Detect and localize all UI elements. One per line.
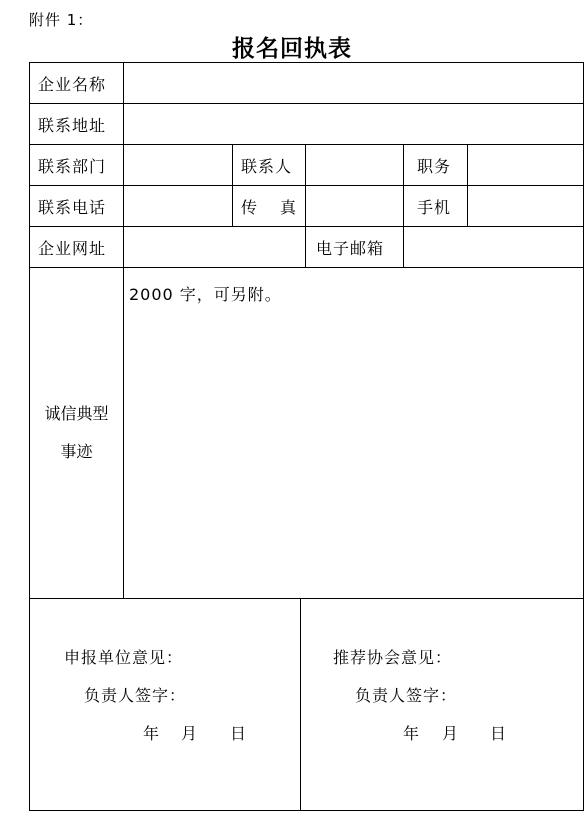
applicant-signer-label: 负责人签字： [84,686,187,705]
contact-department-label: 联系部门 [38,157,107,176]
association-year-label: 年 [403,724,421,743]
grid-line [29,144,584,145]
association-opinion-label: 推荐协会意见： [333,648,453,667]
grid-line [467,144,468,227]
grid-line [403,144,404,268]
grid-line [123,62,124,599]
form-title: 报名回执表 [232,35,352,62]
grid-line [29,267,584,268]
association-month-label: 月 [442,724,460,743]
integrity-hint: 2000 字，可另附。 [129,285,282,304]
integrity-label-line2: 事迹 [60,442,93,461]
email-label: 电子邮箱 [316,239,385,258]
fax-label-char2: 真 [280,198,298,217]
contact-address-label: 联系地址 [38,116,107,135]
position-label: 职务 [417,157,452,176]
website-label: 企业网址 [38,239,107,258]
association-day-label: 日 [490,724,508,743]
mobile-label: 手机 [417,198,452,217]
attachment-label: 附件 1： [29,11,94,29]
integrity-label [30,395,123,471]
grid-line [29,226,584,227]
grid-line [29,810,584,811]
grid-line [29,103,584,104]
association-signer-label: 负责人签字： [355,686,458,705]
grid-line [305,144,306,268]
grid-line [29,185,584,186]
grid-line [29,62,584,63]
contact-person-label: 联系人 [241,157,293,176]
fax-label-char1: 传 [241,198,259,217]
applicant-year-label: 年 [143,724,161,743]
grid-line [29,598,584,599]
applicant-day-label: 日 [230,724,248,743]
applicant-opinion-label: 申报单位意见： [64,648,184,667]
integrity-label-line1: 诚信典型 [44,404,109,423]
grid-line [232,144,233,227]
contact-phone-label: 联系电话 [38,198,107,217]
applicant-month-label: 月 [181,724,199,743]
company-name-label: 企业名称 [38,75,107,94]
grid-line [300,598,301,811]
